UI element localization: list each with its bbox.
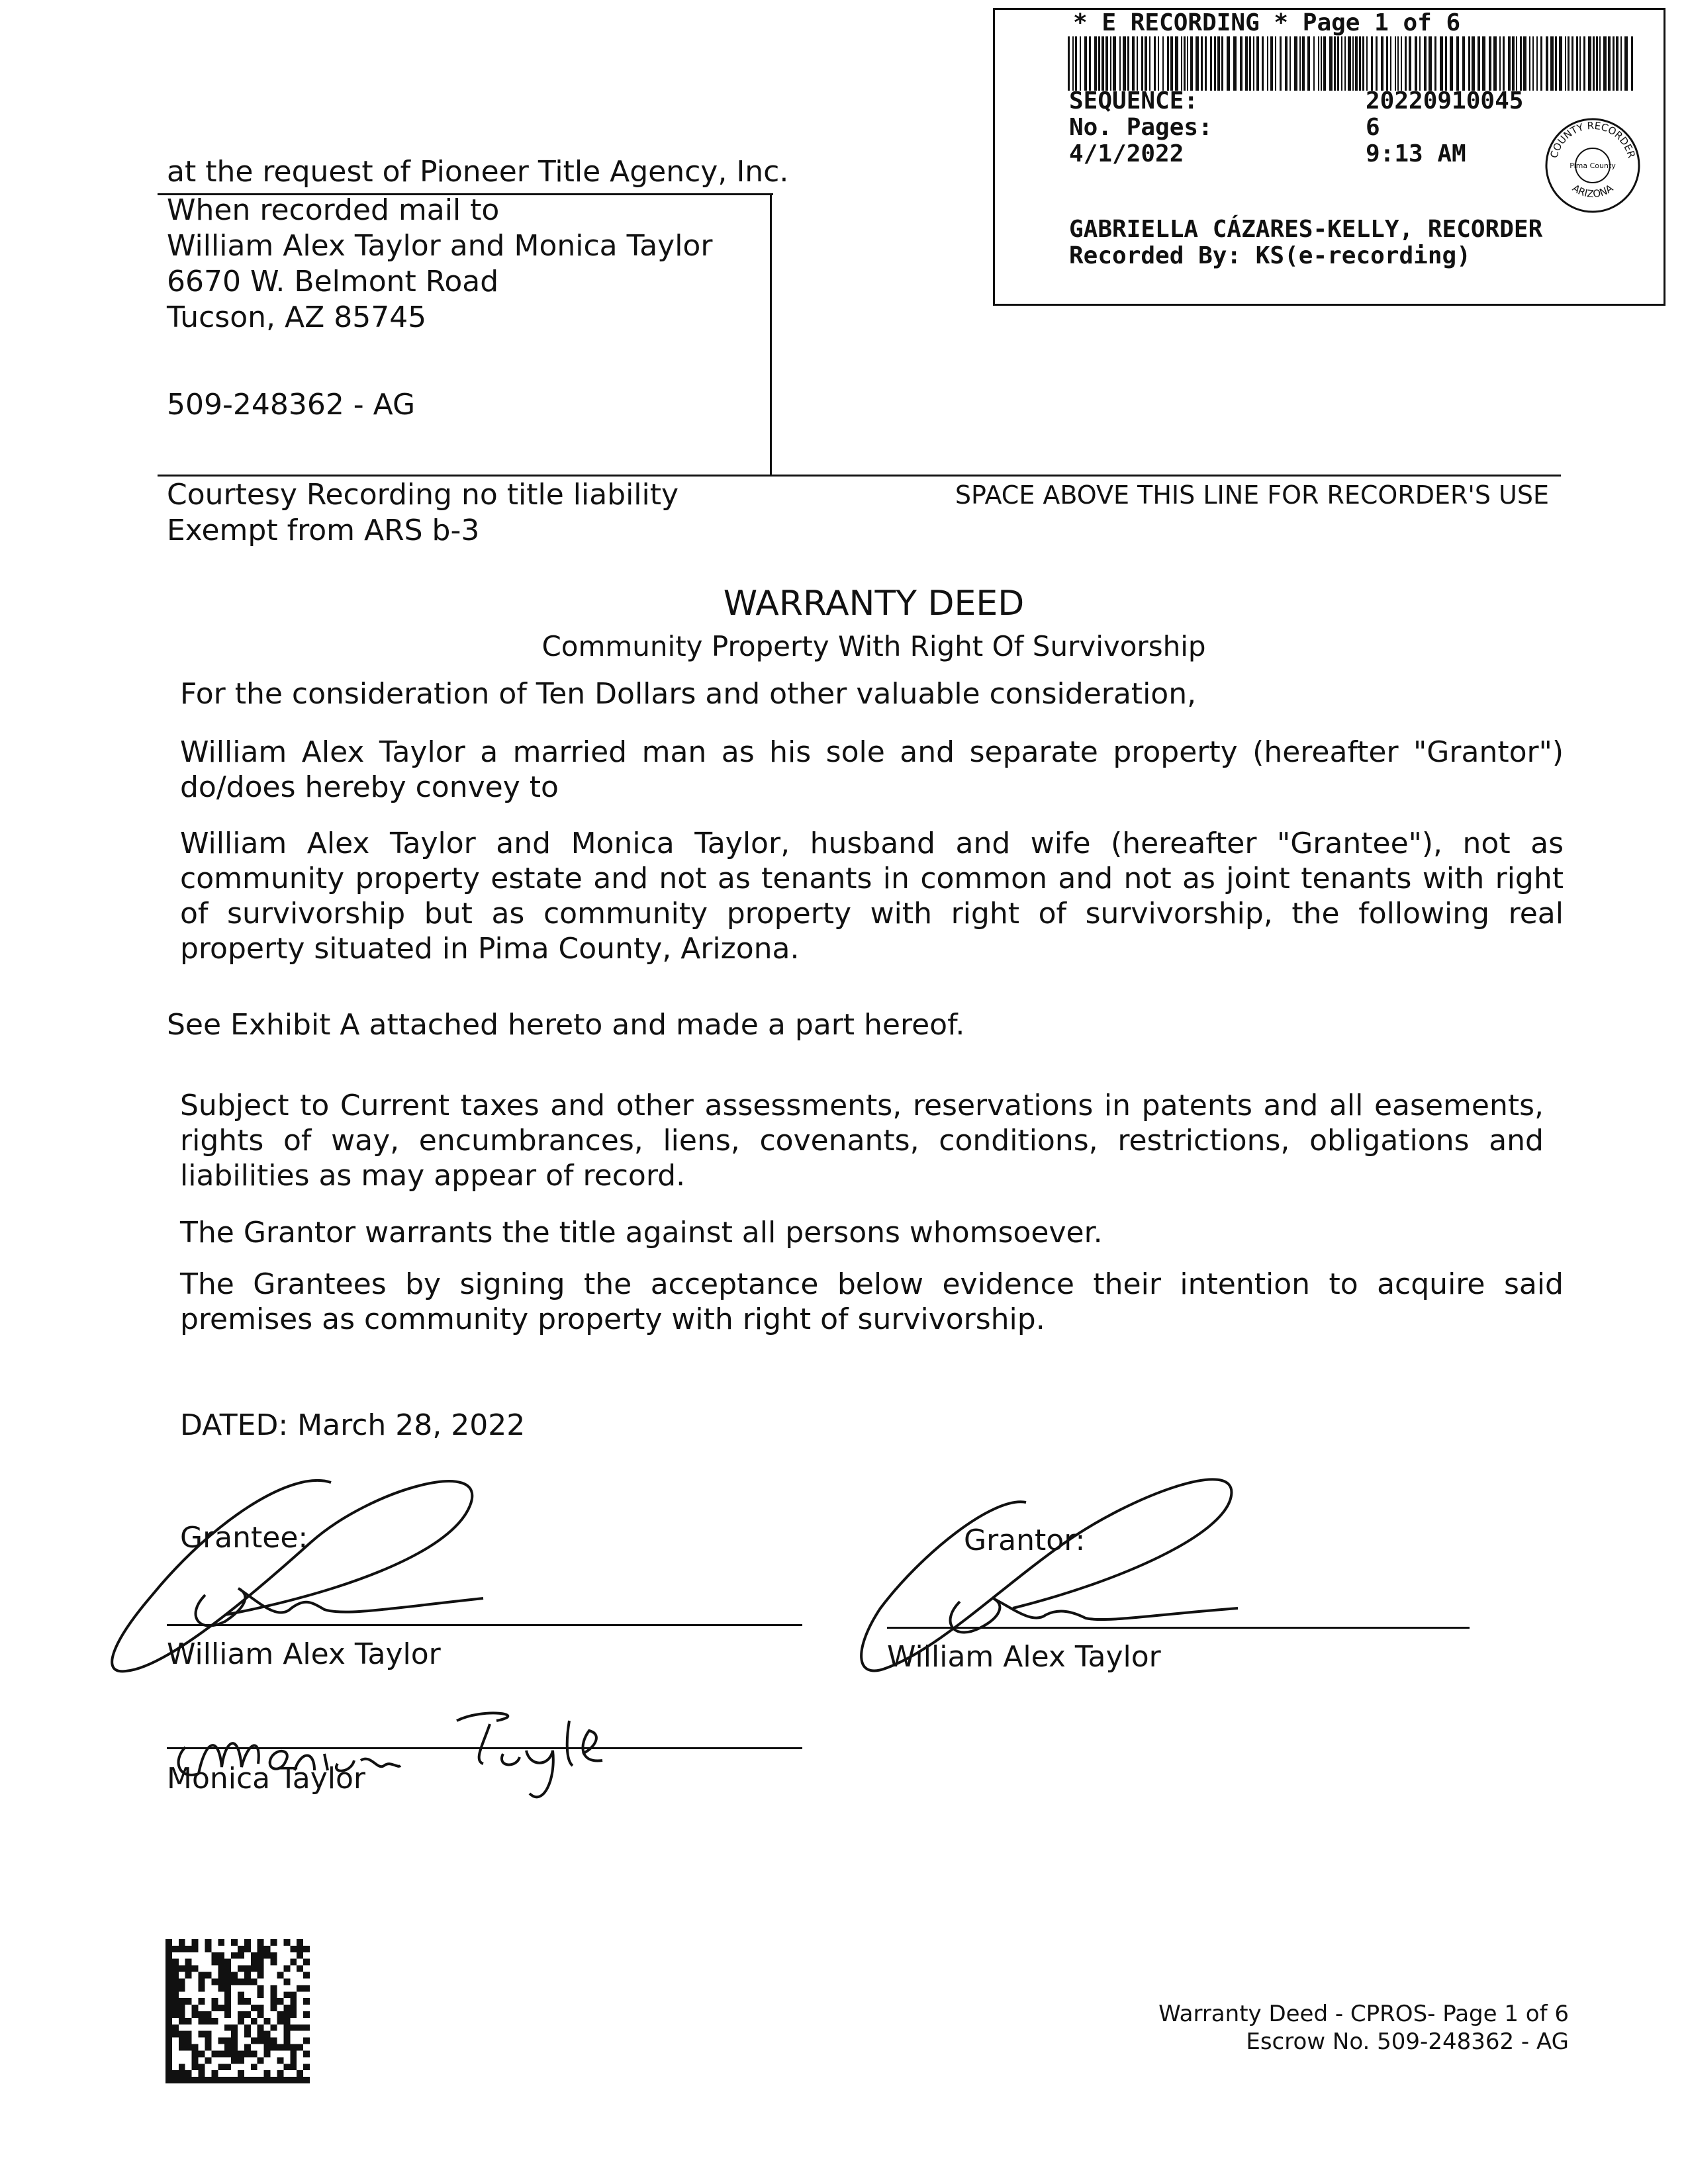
recorder-name: GABRIELLA CÁZARES-KELLY, RECORDER [1069,216,1543,243]
consideration-paragraph: For the consideration of Ten Dollars and other valuable consideration, [180,677,1197,711]
pima-county-seal-icon [1543,116,1642,215]
grantor-clause: William Alex Taylor a married man as his sole and separate property (hereafter "Grantor") do/does hereby convey to [180,735,1564,804]
acceptance-paragraph: The Grantees by signing the acceptance below evidence their intention to acquire said premises as community property with right of survivorship. [180,1267,1564,1336]
datamatrix-code [165,1939,310,2083]
footer-line-1: Warranty Deed - CPROS- Page 1 of 6 [1158,2001,1569,2027]
mail-line-1: When recorded mail to [167,193,500,227]
seal-center-text: Pima County [1570,161,1616,170]
request-line: at the request of Pioneer Title Agency, Inc. [167,155,789,189]
mail-line-2: William Alex Taylor and Monica Taylor [167,229,713,263]
courtesy-line-2: Exempt from ARS b-3 [167,514,480,547]
mail-block-right-rule [770,193,772,475]
sequence-value: 20220910045 [1366,87,1524,114]
warranty-paragraph: The Grantor warrants the title against all persons whomsoever. [180,1216,1103,1250]
mail-escrow-number: 509-248362 - AG [167,388,416,422]
pages-label: No. Pages: [1069,114,1213,141]
courtesy-line-1: Courtesy Recording no title liability [167,478,679,512]
seal-bottom-text: ARIZONA [1570,182,1616,201]
document-subtitle: Community Property With Right Of Survivorship [541,630,1206,662]
svg-text:ARIZONA [1570,182,1616,201]
grantee-clause: William Alex Taylor and Monica Taylor, husband and wife (hereafter "Grantee"), not as community property estate and not as tenants in common and not as joint tenants with right of survivorship but as community property with right of survivorship, the following real property situated in Pima County, Arizona. [180,827,1564,966]
exhibit-reference: See Exhibit A attached hereto and made a part hereof. [167,1008,965,1042]
william-taylor-signature-grantee [93,1443,516,1694]
grantor-label: Grantor: [964,1524,1086,1557]
seal-top-text: COUNTY RECORDER [1548,119,1638,159]
monica-taylor-signature [172,1694,675,1807]
grantee-name-2: Monica Taylor [167,1762,365,1796]
document-title: WARRANTY DEED [723,584,1025,623]
mail-line-3: 6670 W. Belmont Road [167,265,499,298]
recorder-stamp-box [993,8,1665,306]
footer-line-2: Escrow No. 509-248362 - AG [1246,2028,1569,2055]
pages-value: 6 [1366,114,1380,141]
grantee-name-1: William Alex Taylor [167,1637,441,1671]
dated-line: DATED: March 28, 2022 [180,1408,526,1442]
william-taylor-signature-grantor [841,1449,1264,1688]
svg-text:COUNTY RECORDER [1548,120,1637,159]
sequence-label: SEQUENCE: [1069,87,1199,114]
page-footer [1158,2000,1569,2056]
grantee-label: Grantee: [180,1521,308,1555]
recording-header: * E RECORDING * Page 1 of 6 [1073,9,1461,36]
recording-date: 4/1/2022 [1069,140,1184,167]
subject-to-paragraph: Subject to Current taxes and other assessments, reservations in patents and all easements, rights of way, encumbrances, liens, covenants, conditions, restrictions, obligations and liabilities as may appear of record. [180,1089,1544,1193]
grantor-name: William Alex Taylor [887,1640,1161,1674]
mail-line-4: Tucson, AZ 85745 [167,300,427,334]
barcode [1068,36,1637,91]
recorded-by: Recorded By: KS(e-recording) [1069,242,1471,269]
recorder-use-label: SPACE ABOVE THIS LINE FOR RECORDER'S USE [955,480,1549,510]
recording-time: 9:13 AM [1366,140,1466,167]
